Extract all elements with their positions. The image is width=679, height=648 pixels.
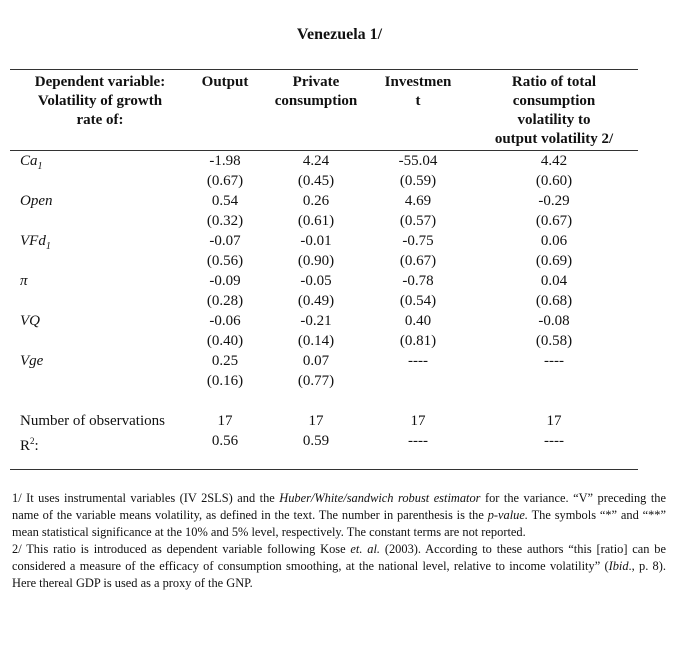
cell-investment: -55.04 [398,153,438,169]
cell-ratio: 17 [546,413,562,429]
cell-investment: -0.78 [402,273,434,289]
table-row [0,271,679,291]
header-output: Output [201,74,249,90]
cell-investment: 0.40 [404,313,432,329]
cell-output: 0.56 [211,433,239,449]
cell-investment: (0.67) [399,253,437,269]
table-body [0,151,679,454]
cell-output: -1.98 [209,153,241,169]
table-row [0,291,679,311]
header-ratio: Ratio of total consumption volatility to output volatility 2/ [494,74,614,147]
table-row [0,371,679,391]
note-1: 1/ It uses instrumental variables (IV 2SLS) and the Huber/White/sandwich robust estimator for the variance. “V” preceding the name of the variable means volatility, as defined in the text. The number in parenthesis is the p-value. The symbols “*” and “**” mean statistical significance at the 10% and 5% level, respectively. The constant terms are not reported. [12,491,666,539]
row-label: π [20,273,28,289]
row-label: Open [20,193,53,209]
cell-ratio: ---- [544,433,564,449]
header-dependent-variable: Dependent variable: Volatility of growth rate of: [34,74,166,128]
cell-private-consumption: 17 [308,413,324,429]
cell-private-consumption: 0.07 [302,353,330,369]
cell-private-consumption: (0.45) [297,173,335,189]
table-row [0,211,679,231]
row-label: Number of observations [20,413,165,429]
cell-output: -0.07 [209,233,241,249]
header-private-consumption: Private consumption [274,74,358,109]
cell-private-consumption: (0.49) [297,293,335,309]
cell-output: (0.67) [206,173,244,189]
table-row [0,231,679,251]
cell-output: 0.54 [211,193,239,209]
table-row [0,351,679,371]
header-investment: Investmen t [384,74,452,109]
cell-ratio: (0.69) [535,253,573,269]
bottom-rule [10,469,638,470]
cell-private-consumption: -0.05 [300,273,332,289]
table-row [0,331,679,351]
cell-investment: (0.81) [399,333,437,349]
cell-private-consumption: 4.24 [302,153,330,169]
cell-private-consumption: (0.14) [297,333,335,349]
table-title: Venezuela 1/ [296,26,383,43]
table-row [0,251,679,271]
cell-output: (0.28) [206,293,244,309]
cell-output: -0.06 [209,313,241,329]
table-row [0,171,679,191]
cell-private-consumption: -0.21 [300,313,332,329]
table-notes [12,490,666,592]
cell-ratio: (0.58) [535,333,573,349]
row-label: VFd$_1$ [20,233,51,252]
cell-private-consumption: (0.90) [297,253,335,269]
cell-private-consumption: (0.77) [297,373,335,389]
cell-ratio: ---- [544,353,564,369]
cell-ratio: (0.60) [535,173,573,189]
cell-investment: 4.69 [404,193,432,209]
cell-private-consumption: -0.01 [300,233,332,249]
cell-output: -0.09 [209,273,241,289]
table-row [0,151,679,171]
cell-ratio: 4.42 [540,153,568,169]
cell-ratio: 0.04 [540,273,568,289]
row-label: Vge [20,353,44,369]
cell-ratio: (0.68) [535,293,573,309]
table-row-observations [0,411,679,431]
cell-investment: (0.59) [399,173,437,189]
cell-private-consumption: 0.26 [302,193,330,209]
table-row-r-squared [0,431,679,454]
row-label: VQ [20,313,40,329]
note-2: 2/ This ratio is introduced as dependent variable following Kose et. al. (2003). According to these authors “this [ratio] can be considered a measure of the efficacy of consumption smoothing, at the national level, relative to income volatility” (Ibid., p. 8). Here thereal GDP is used as a proxy of the GNP. [12,542,667,590]
cell-private-consumption: 0.59 [302,433,330,449]
cell-ratio: -0.29 [538,193,570,209]
cell-output: (0.40) [206,333,244,349]
cell-ratio: -0.08 [538,313,570,329]
cell-output: 0.25 [211,353,239,369]
cell-output: 17 [217,413,233,429]
cell-output: (0.32) [206,213,244,229]
cell-investment: ---- [408,433,428,449]
row-label: $Ca_1$ [20,153,43,172]
cell-investment: -0.75 [402,233,434,249]
cell-investment: ---- [408,353,428,369]
row-label: $R^2$: [20,436,39,454]
cell-investment: 17 [410,413,426,429]
cell-output: (0.56) [206,253,244,269]
cell-ratio: 0.06 [540,233,568,249]
top-rule [10,69,638,70]
table-row [0,191,679,211]
cell-investment: (0.57) [399,213,437,229]
cell-private-consumption: (0.61) [297,213,335,229]
cell-investment: (0.54) [399,293,437,309]
cell-ratio: (0.67) [535,213,573,229]
cell-output: (0.16) [206,373,244,389]
table-row [0,311,679,331]
